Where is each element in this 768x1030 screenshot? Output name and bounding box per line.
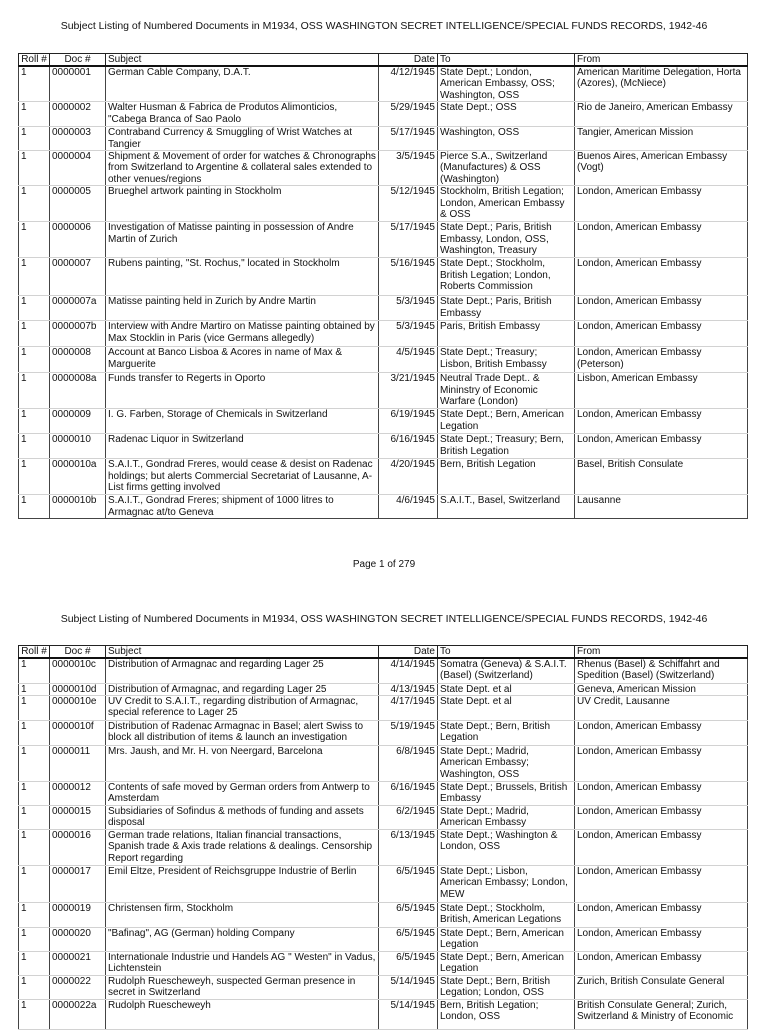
from-cell: Rhenus (Basel) & Schiffahrt and Spedition (Basel) (Switzerland) bbox=[575, 658, 748, 683]
to-cell: Bern, British Legation bbox=[438, 459, 575, 495]
to-cell: State Dept.; Bern, American Legation bbox=[438, 409, 575, 434]
column-header-roll: Roll # bbox=[19, 54, 50, 67]
table-row bbox=[19, 805, 748, 829]
date-cell: 5/19/1945 bbox=[379, 720, 438, 745]
roll-cell: 1 bbox=[19, 720, 50, 745]
roll-cell: 1 bbox=[19, 373, 50, 409]
header-row bbox=[19, 646, 748, 659]
subject-cell: Matisse painting held in Zurich by Andre Martin bbox=[106, 296, 379, 321]
roll-cell: 1 bbox=[19, 902, 50, 927]
roll-cell: 1 bbox=[19, 66, 50, 102]
doc-cell: 0000007a bbox=[50, 296, 106, 321]
date-cell: 4/5/1945 bbox=[379, 347, 438, 373]
column-header-to: To bbox=[438, 54, 575, 67]
from-cell: London, American Embassy bbox=[575, 258, 748, 296]
to-cell: State Dept.; Lisbon, American Embassy; London, MEW bbox=[438, 865, 575, 902]
to-cell: Neutral Trade Dept.. & Mininstry of Economic Warfare (London) bbox=[438, 373, 575, 409]
from-cell: London, American Embassy bbox=[575, 902, 748, 927]
subject-cell: Brueghel artwork painting in Stockholm bbox=[106, 186, 379, 222]
roll-cell: 1 bbox=[19, 695, 50, 720]
from-cell: London, American Embassy bbox=[575, 222, 748, 258]
date-cell: 4/13/1945 bbox=[379, 683, 438, 695]
doc-cell: 0000005 bbox=[50, 186, 106, 222]
table-row bbox=[19, 296, 748, 321]
table-row bbox=[19, 829, 748, 865]
doc-cell: 0000010f bbox=[50, 720, 106, 745]
column-header-to: To bbox=[438, 646, 575, 659]
from-cell: London, American Embassy bbox=[575, 409, 748, 434]
doc-cell: 0000002 bbox=[50, 102, 106, 127]
roll-cell: 1 bbox=[19, 186, 50, 222]
column-header-date: Date bbox=[379, 54, 438, 67]
subject-cell: Subsidiaries of Sofindus & methods of funding and assets disposal bbox=[106, 805, 379, 829]
table-row bbox=[19, 409, 748, 434]
doc-cell: 0000010 bbox=[50, 434, 106, 459]
date-cell: 6/8/1945 bbox=[379, 745, 438, 781]
to-cell: State Dept.; Brussels, British Embassy bbox=[438, 781, 575, 805]
from-cell: London, American Embassy bbox=[575, 805, 748, 829]
subject-cell: Walter Husman & Fabrica de Produtos Alimonticios, "Cabega Branca of Sao Paolo bbox=[106, 102, 379, 127]
table-row bbox=[19, 902, 748, 927]
subject-cell: Contraband Currency & Smuggling of Wrist Watches at Tangier bbox=[106, 127, 379, 151]
roll-cell: 1 bbox=[19, 951, 50, 975]
roll-cell: 1 bbox=[19, 222, 50, 258]
doc-cell: 0000012 bbox=[50, 781, 106, 805]
roll-cell: 1 bbox=[19, 781, 50, 805]
to-cell: State Dept.; Madrid, American Embassy; Washington, OSS bbox=[438, 745, 575, 781]
column-header-doc: Doc # bbox=[50, 646, 106, 659]
date-cell: 6/5/1945 bbox=[379, 951, 438, 975]
table-row bbox=[19, 999, 748, 1029]
subject-cell: Internationale Industrie und Handels AG " Westen" in Vadus, Lichtenstein bbox=[106, 951, 379, 975]
doc-cell: 0000010e bbox=[50, 695, 106, 720]
to-cell: State Dept.; Paris, British Embassy bbox=[438, 296, 575, 321]
doc-cell: 0000004 bbox=[50, 151, 106, 186]
table-row bbox=[19, 373, 748, 409]
from-cell: London, American Embassy bbox=[575, 865, 748, 902]
from-cell: Geneva, American Mission bbox=[575, 683, 748, 695]
date-cell: 5/12/1945 bbox=[379, 186, 438, 222]
subject-cell: S.A.I.T., Gondrad Freres; shipment of 1000 litres to Armagnac at/to Geneva bbox=[106, 495, 379, 519]
date-cell: 3/5/1945 bbox=[379, 151, 438, 186]
table-row bbox=[19, 222, 748, 258]
roll-cell: 1 bbox=[19, 151, 50, 186]
subject-cell: Rubens painting, "St. Rochus," located in Stockholm bbox=[106, 258, 379, 296]
to-cell: State Dept.; Bern, American Legation bbox=[438, 951, 575, 975]
doc-cell: 0000007 bbox=[50, 258, 106, 296]
subject-cell: Emil Eltze, President of Reichsgruppe Industrie of Berlin bbox=[106, 865, 379, 902]
column-header-from: From bbox=[575, 646, 748, 659]
to-cell: State Dept.; Paris, British Embassy, London, OSS, Washington, Treasury bbox=[438, 222, 575, 258]
subject-cell: Distribution of Armagnac, and regarding Lager 25 bbox=[106, 683, 379, 695]
table-row bbox=[19, 459, 748, 495]
from-cell: London, American Embassy bbox=[575, 951, 748, 975]
subject-cell: German Cable Company, D.A.T. bbox=[106, 66, 379, 102]
roll-cell: 1 bbox=[19, 434, 50, 459]
column-header-date: Date bbox=[379, 646, 438, 659]
doc-cell: 0000022a bbox=[50, 999, 106, 1029]
doc-cell: 0000003 bbox=[50, 127, 106, 151]
table-row bbox=[19, 951, 748, 975]
table-row bbox=[19, 127, 748, 151]
from-cell: London, American Embassy bbox=[575, 186, 748, 222]
doc-cell: 0000010d bbox=[50, 683, 106, 695]
table-row bbox=[19, 695, 748, 720]
to-cell: State Dept. et al bbox=[438, 683, 575, 695]
subject-cell: German trade relations, Italian financial transactions, Spanish trade & Axis trade relations & dealings. Censorship Report regarding bbox=[106, 829, 379, 865]
column-header-from: From bbox=[575, 54, 748, 67]
subject-cell: Interview with Andre Martiro on Matisse painting obtained by Max Stocklin in Paris (vice Germans allegedly) bbox=[106, 321, 379, 347]
roll-cell: 1 bbox=[19, 683, 50, 695]
date-cell: 5/14/1945 bbox=[379, 975, 438, 999]
to-cell: Somatra (Geneva) & S.A.I.T.(Basel) (Switzerland) bbox=[438, 658, 575, 683]
subject-cell: Christensen firm, Stockholm bbox=[106, 902, 379, 927]
roll-cell: 1 bbox=[19, 745, 50, 781]
table-row bbox=[19, 347, 748, 373]
subject-cell: Distribution of Armagnac and regarding Lager 25 bbox=[106, 658, 379, 683]
roll-cell: 1 bbox=[19, 865, 50, 902]
to-cell: State Dept.; London, American Embassy, OSS; Washington, OSS bbox=[438, 66, 575, 102]
table-row bbox=[19, 865, 748, 902]
doc-cell: 0000007b bbox=[50, 321, 106, 347]
table-row bbox=[19, 495, 748, 519]
date-cell: 5/14/1945 bbox=[379, 999, 438, 1029]
to-cell: State Dept.; Stockholm, British Legation; London, Roberts Commission bbox=[438, 258, 575, 296]
date-cell: 6/5/1945 bbox=[379, 865, 438, 902]
doc-cell: 0000008 bbox=[50, 347, 106, 373]
table-row bbox=[19, 258, 748, 296]
page-title: Subject Listing of Numbered Documents in M1934, OSS WASHINGTON SECRET INTELLIGENCE/SPECIAL FUNDS RECORDS, 1942-46 bbox=[60, 20, 708, 32]
to-cell: Pierce S.A., Switzerland (Manufactures) & OSS (Washington) bbox=[438, 151, 575, 186]
doc-cell: 0000008a bbox=[50, 373, 106, 409]
to-cell: State Dept.; Bern, British Legation bbox=[438, 720, 575, 745]
document-table bbox=[18, 53, 748, 519]
subject-cell: "Bafinag", AG (German) holding Company bbox=[106, 927, 379, 951]
from-cell: Lisbon, American Embassy bbox=[575, 373, 748, 409]
from-cell: British Consulate General; Zurich, Switzerland & Ministry of Economic bbox=[575, 999, 748, 1029]
doc-cell: 0000010b bbox=[50, 495, 106, 519]
roll-cell: 1 bbox=[19, 296, 50, 321]
subject-cell: Shipment & Movement of order for watches & Chronographs from Switzerland to Argentine & collateral sales extended to other venues/regions bbox=[106, 151, 379, 186]
table-row bbox=[19, 186, 748, 222]
to-cell: Stockholm, British Legation; London, American Embassy & OSS bbox=[438, 186, 575, 222]
table-row bbox=[19, 745, 748, 781]
roll-cell: 1 bbox=[19, 927, 50, 951]
to-cell: State Dept.; Bern, British Legation; London, OSS bbox=[438, 975, 575, 999]
to-cell: State Dept.; Madrid, American Embassy bbox=[438, 805, 575, 829]
doc-cell: 0000015 bbox=[50, 805, 106, 829]
from-cell: London, American Embassy bbox=[575, 781, 748, 805]
doc-cell: 0000006 bbox=[50, 222, 106, 258]
subject-cell: I. G. Farben, Storage of Chemicals in Switzerland bbox=[106, 409, 379, 434]
doc-cell: 0000016 bbox=[50, 829, 106, 865]
roll-cell: 1 bbox=[19, 975, 50, 999]
subject-cell: Account at Banco Lisboa & Acores in name of Max & Marguerite bbox=[106, 347, 379, 373]
doc-cell: 0000019 bbox=[50, 902, 106, 927]
date-cell: 6/16/1945 bbox=[379, 434, 438, 459]
roll-cell: 1 bbox=[19, 495, 50, 519]
doc-cell: 0000010c bbox=[50, 658, 106, 683]
date-cell: 6/5/1945 bbox=[379, 902, 438, 927]
date-cell: 5/17/1945 bbox=[379, 127, 438, 151]
date-cell: 4/20/1945 bbox=[379, 459, 438, 495]
document-table bbox=[18, 645, 748, 1030]
roll-cell: 1 bbox=[19, 409, 50, 434]
column-header-subject: Subject bbox=[106, 646, 379, 659]
subject-cell: Distribution of Radenac Armagnac in Basel; alert Swiss to block all distribution of items & launch an investigation bbox=[106, 720, 379, 745]
from-cell: American Maritime Delegation, Horta (Azores), (McNiece) bbox=[575, 66, 748, 102]
doc-cell: 0000017 bbox=[50, 865, 106, 902]
table-row bbox=[19, 66, 748, 102]
table-row bbox=[19, 927, 748, 951]
to-cell: State Dept. et al bbox=[438, 695, 575, 720]
from-cell: Buenos Aires, American Embassy (Vogt) bbox=[575, 151, 748, 186]
table-row bbox=[19, 151, 748, 186]
date-cell: 5/17/1945 bbox=[379, 222, 438, 258]
table-row bbox=[19, 321, 748, 347]
column-header-roll: Roll # bbox=[19, 646, 50, 659]
from-cell: London, American Embassy bbox=[575, 720, 748, 745]
from-cell: UV Credit, Lausanne bbox=[575, 695, 748, 720]
to-cell: State Dept.; Treasury; Lisbon, British Embassy bbox=[438, 347, 575, 373]
table-row bbox=[19, 434, 748, 459]
to-cell: State Dept.; Bern, American Legation bbox=[438, 927, 575, 951]
doc-cell: 0000011 bbox=[50, 745, 106, 781]
date-cell: 5/16/1945 bbox=[379, 258, 438, 296]
table-row bbox=[19, 658, 748, 683]
from-cell: London, American Embassy (Peterson) bbox=[575, 347, 748, 373]
from-cell: London, American Embassy bbox=[575, 829, 748, 865]
date-cell: 6/19/1945 bbox=[379, 409, 438, 434]
to-cell: State Dept.; Stockholm, British, American Legations bbox=[438, 902, 575, 927]
from-cell: Tangier, American Mission bbox=[575, 127, 748, 151]
date-cell: 4/14/1945 bbox=[379, 658, 438, 683]
to-cell: Washington, OSS bbox=[438, 127, 575, 151]
roll-cell: 1 bbox=[19, 459, 50, 495]
to-cell: Bern, British Legation; London, OSS bbox=[438, 999, 575, 1029]
doc-cell: 0000001 bbox=[50, 66, 106, 102]
date-cell: 4/12/1945 bbox=[379, 66, 438, 102]
table-row bbox=[19, 102, 748, 127]
date-cell: 6/2/1945 bbox=[379, 805, 438, 829]
date-cell: 4/6/1945 bbox=[379, 495, 438, 519]
doc-cell: 0000021 bbox=[50, 951, 106, 975]
from-cell: Rio de Janeiro, American Embassy bbox=[575, 102, 748, 127]
subject-cell: Investigation of Matisse painting in possession of Andre Martin of Zurich bbox=[106, 222, 379, 258]
from-cell: London, American Embassy bbox=[575, 321, 748, 347]
doc-cell: 0000009 bbox=[50, 409, 106, 434]
to-cell: State Dept.; Washington & London, OSS bbox=[438, 829, 575, 865]
roll-cell: 1 bbox=[19, 258, 50, 296]
roll-cell: 1 bbox=[19, 805, 50, 829]
doc-cell: 0000022 bbox=[50, 975, 106, 999]
subject-cell: S.A.I.T., Gondrad Freres, would cease & desist on Radenac holdings; but alerts Commercial Secretariat of Lausanne, A-List firms getting involved bbox=[106, 459, 379, 495]
date-cell: 5/3/1945 bbox=[379, 296, 438, 321]
subject-cell: Funds transfer to Regerts in Oporto bbox=[106, 373, 379, 409]
subject-cell: Mrs. Jaush, and Mr. H. von Neergard, Barcelona bbox=[106, 745, 379, 781]
doc-cell: 0000020 bbox=[50, 927, 106, 951]
subject-cell: Radenac Liquor in Switzerland bbox=[106, 434, 379, 459]
subject-cell: UV Credit to S.A.I.T., regarding distribution of Armagnac, special reference to Lager 25 bbox=[106, 695, 379, 720]
roll-cell: 1 bbox=[19, 127, 50, 151]
subject-cell: Rudolph Ruescheweyh, suspected German presence in secret in Switzerland bbox=[106, 975, 379, 999]
from-cell: Basel, British Consulate bbox=[575, 459, 748, 495]
roll-cell: 1 bbox=[19, 321, 50, 347]
column-header-subject: Subject bbox=[106, 54, 379, 67]
subject-cell: Contents of safe moved by German orders from Antwerp to Amsterdam bbox=[106, 781, 379, 805]
date-cell: 6/16/1945 bbox=[379, 781, 438, 805]
from-cell: Lausanne bbox=[575, 495, 748, 519]
roll-cell: 1 bbox=[19, 999, 50, 1029]
to-cell: State Dept.; OSS bbox=[438, 102, 575, 127]
page-title: Subject Listing of Numbered Documents in M1934, OSS WASHINGTON SECRET INTELLIGENCE/SPECIAL FUNDS RECORDS, 1942-46 bbox=[60, 613, 708, 625]
to-cell: Paris, British Embassy bbox=[438, 321, 575, 347]
from-cell: London, American Embassy bbox=[575, 434, 748, 459]
subject-cell: Rudolph Ruescheweyh bbox=[106, 999, 379, 1029]
table-row bbox=[19, 683, 748, 695]
to-cell: S.A.I.T., Basel, Switzerland bbox=[438, 495, 575, 519]
roll-cell: 1 bbox=[19, 347, 50, 373]
roll-cell: 1 bbox=[19, 658, 50, 683]
table-row bbox=[19, 781, 748, 805]
table-row bbox=[19, 975, 748, 999]
roll-cell: 1 bbox=[19, 102, 50, 127]
date-cell: 6/13/1945 bbox=[379, 829, 438, 865]
page-number: Page 1 of 279 bbox=[352, 559, 416, 570]
header-row bbox=[19, 54, 748, 67]
roll-cell: 1 bbox=[19, 829, 50, 865]
from-cell: London, American Embassy bbox=[575, 745, 748, 781]
from-cell: London, American Embassy bbox=[575, 927, 748, 951]
table-row bbox=[19, 720, 748, 745]
column-header-doc: Doc # bbox=[50, 54, 106, 67]
date-cell: 6/5/1945 bbox=[379, 927, 438, 951]
from-cell: London, American Embassy bbox=[575, 296, 748, 321]
doc-cell: 0000010a bbox=[50, 459, 106, 495]
to-cell: State Dept.; Treasury; Bern, British Legation bbox=[438, 434, 575, 459]
date-cell: 5/29/1945 bbox=[379, 102, 438, 127]
from-cell: Zurich, British Consulate General bbox=[575, 975, 748, 999]
date-cell: 4/17/1945 bbox=[379, 695, 438, 720]
date-cell: 5/3/1945 bbox=[379, 321, 438, 347]
date-cell: 3/21/1945 bbox=[379, 373, 438, 409]
